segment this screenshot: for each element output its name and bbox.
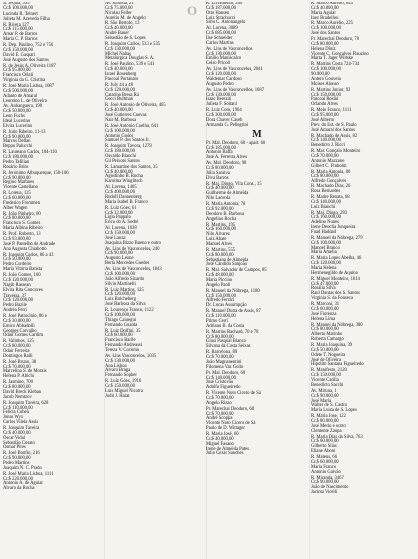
- property-listing: Pr. Mal. Deodoro, 60 Cr.$ 140.000,00 José Cristovão Adolfo Figueiredo: [206, 370, 246, 391]
- property-listing: R. Maria Lopes Abelha, 46 Cr.$ 120.000,00 Maria Helena Hermenegildo de Aquino: [311, 256, 362, 276]
- property-listing: R. Prof. Roberto, 13 Cr.$ 93.000,00 José P. Pantelho de Andrade Ana Augusta Chiabotto: [3, 232, 56, 252]
- property-listing: R. Miguel Monteiro, 1014 Cr.$ 47.000,00 Rosália Silva Raul Dantas dos S. Santos Virginia S. da Fonseca: [311, 276, 360, 302]
- property-listing: R. Marconi, 31 Cr.$ 60.000,00 José Fiorenza Helena Lima: [311, 302, 340, 322]
- section-letter-header: O: [186, 3, 198, 18]
- property-listing: R. Valinhos, 125 Cr.$ 80.000,00 Odair Ferreira Domingos Ralli: [3, 339, 34, 359]
- property-listing: R. Joaquim Tavora, 1279 Cr.$ 180.000,00 Osvaldo Bianchi Gil Peixoto Santos: [105, 144, 152, 164]
- property-listing: Av. Lins de Vasconcellos, 1687 Cr.$ 130.000,00 Isaac Berezin Julieta F. Soltani: [206, 87, 265, 108]
- property-listing: R. Manifesto, 2120 Cr.$ 150.000,00 Vicente Catilla Benedicto Sacchi: [311, 368, 347, 388]
- property-listing: R. Julio Ribeiro, 11-13 Cr.$ 90.000,00 Marcos Dellan Beppo Palucchi: [3, 129, 46, 150]
- property-listing: Av. Anhanguera, 190 Cr.$ 50.000,00 Leon Fuchs Ideal Lucerino Elvira Lucerino: [3, 104, 43, 129]
- property-listing: Al. Lorena, 1405 Cr.$ 400.000,00 Rudolf Dannenberg Maria Isabel B. Franco: [105, 185, 148, 205]
- property-listing: R. Livramento, 200 Cr.$ 187.000,00 Otto Hansen Luiz Strachucci Sirio C. Antonangelo: [206, 2, 246, 26]
- property-listing: R. Martins, 555 Cr.$ 80.000,00 Sebastiana de Almeida José Cândido Sanjoão: [206, 247, 249, 268]
- property-listing: R. Mar. Gonçalo Monteiro Cr.$ 70.000,00 Antonio Mazzone Gilbert C. Finholm: [311, 149, 361, 169]
- property-listing: R. Marco Aurélio, 645 Cr.$ 40.000,00 Maria Aguiar Inez Bradellou: [311, 2, 353, 21]
- property-listing: Av. Lins de Vasconcelos, 2041 Cr.$ 120.000,00 Waldemar Cardoso Augusto Pedro: [206, 67, 263, 87]
- property-listing: R. São Bertolo, 13 Cr.$ 40.000,00 André Bauer Sebastião de S. Lopes: [105, 21, 146, 41]
- property-listing: R. Vicente Noto Cicero de Sá Cr.$ 70.000,00 Angelo Rizzo: [206, 391, 261, 406]
- property-listing: R. Laureano Carlos, 104-110 Cr.$ 180.000,00 Pedro Tafilian Rosário Brito: [3, 150, 57, 170]
- property-listing: R. Lamartine dos Santos, 35 Cr.$ 40.000,00 Agostinho B. Rocha Karolina Winglitsch: [105, 164, 158, 185]
- property-listing: R. Dep. Paulino, 752 e 756 Cr.$ 150.000,00 David E. Gaspari José Augusto dos Santos: [3, 43, 54, 63]
- property-listing: Pr. Marechal Deodoro, 60 Cr.$ 70.000,00 André Scoppa Vicente Noto Cicero de Sá Paulo de D. Wittager: [206, 406, 256, 432]
- property-listing: Av. Miruna, 1 Cr.$ 90.000,00 José Maria Walter de S. Castro Maria Luiza de S. Lopes: [311, 388, 357, 414]
- property-listing: R. Martins Bachard, 70 e 78 Cr.$ 80.000,00 Giusi Pasqual Bianco Silvana da Costa Seixas: [206, 329, 259, 350]
- property-listing: R. Maj. Diogo, Vila Cons., 15 Cr.$ 40.000,00 Guilherme de Almeida Nilo Lacerda: [206, 181, 262, 202]
- property-listing: R. José Bonfin, 216 Cr.$ 90.000,00 Pedro Martins Joaquim N. C. Prado: [3, 451, 42, 471]
- property-listing: R. Mateus, 66 Cr.$ 60.000,00 Maria Franco Antonio Gaivão: [311, 455, 341, 475]
- property-listing: R. Martins Junior, 93 Cr.$ 150.000,00 Pascoal Rosini Orlando Alves: [311, 87, 351, 108]
- property-listing: R. Martins, 195 Cr.$ 160.000,00 Nilo Alvarez Luiz Abate Manuel Alves: [206, 222, 236, 247]
- property-listing: Av. Lins Vasconcelos, 1035 Cr.$ 130.000,00 Ana Lisboa Alvaro Braga Fernando Sopher: [105, 353, 157, 379]
- listing-column-1: [3, 2, 103, 559]
- property-listing: Al. Lorena, 3089 Cr.$ 685.000,00 Ilse Schneider Carlos Martins: [206, 26, 238, 46]
- property-listing: R. Maria José, 60 Cr.$ 40.000,00 Miguel Fasano Irene de Almeida Pates Julio Cezar Sanches: [206, 432, 249, 457]
- property-listing: R. Joaquim Taveira, 628 Cr.$ 110.000,00 Felicia Cohen Jonas Wyx Carlos Vilela Assis: [3, 400, 49, 426]
- listing-column-4: [311, 2, 416, 559]
- listing-column-3: [206, 2, 308, 559]
- property-listing: R. Luiz Martins, 125 Cr.$ 120.000,00 Luiz Bolcheberg José Barbosa da Silva: [105, 287, 146, 308]
- property-listing: R. July 44 a 48 Cr.$ 120.000,00 Catarina Bresa Rá Gecci Bultman: [105, 82, 139, 103]
- property-listing: R. José Paulino, 539 e 541 Cr.$ 40.000,00 Israel Rosenberg Pascoal Portanaro: [105, 62, 155, 82]
- property-listing: R. Maria Joaquina, 39 Cr.$ 50.000,00 Odete T. Nogueira José de Oliveira Hipolito Santana Figueiredo: [311, 343, 364, 368]
- property-listing: R. Marco Aurelio, 225 Cr.$ 100.000,00 José dos Santos: [311, 21, 353, 37]
- property-listing: R. João Gomes, 160 Cr.$ 120.000,00 Nagib Rassean Elvira Rita Goncaves: [3, 273, 43, 293]
- property-listing: R. José Maria Lisboa, 1111 Cr.$ 220.000,00 Antonio A. de Aguiar Alvaro da Rocha: [3, 471, 54, 492]
- column-divider: [309, 0, 310, 559]
- property-listing: R. Maria Jose, 122 Cr.$ 80.000,00 José Merlo e outro Clemente Zaupa: [311, 414, 346, 434]
- property-listing: R. José Bruno, 38 Cr.$ 70.000,00 Marcelina S. de Morais Helena P. Abichi: [3, 359, 47, 380]
- property-listing: R. Luiz Góes, 61 Cr.$ 33.000,00 Ligia Pappalo Erico do A. Sodré: [105, 205, 139, 226]
- property-listing: R. José Maria Lisboa, 1087 Cr.$ 500.000,00 Adanto de Amaral Leontino L. de Oliveira: [3, 83, 55, 104]
- property-listing: R. Maria Dias da Silva, 763 Cr.$ 60.000,00 Gilberto Silas Eliane Aboni: [311, 434, 363, 455]
- property-listing: R. Madre Renata, 68 Cr.$ 140.000,00 Luiz Bianchi: [311, 194, 350, 210]
- property-listing: R. Lourenço Franco, 1122 Cr.$ 100.000,00 Thiago Caiuegui Fernando Guarda: [105, 308, 154, 328]
- property-listing: R. Manuel da Nóbrega, 380 Cr.$ 80.000,00 Alberto Marinho Roberta Camargo: [311, 322, 363, 343]
- property-listing: R. de Jesús A. Oliveira 1187 Cr.$ 95.000,00 Francisco Orlali Virginia da G. Cristina: [3, 63, 56, 84]
- property-listing: Av. Juruena, 21 Cr.$ 75.000,00 Nicolau Feller Aurelio M. de Angelo: [105, 2, 146, 21]
- property-listing: R. João Pinheiro, 80 Cr.$ 80.000,00 Francisco S. Gomes Maria Albina Ribeiro: [3, 211, 43, 232]
- property-listing: Pr. Mal. Deodoro, 60 - apart. 60 Cr.$ 185.000,00 Antonio Baffa José A. Ferreira Alves: [206, 140, 266, 161]
- section-letter: M: [252, 128, 262, 140]
- property-listing: R. José Antonio de Oliveira, 465 Cr.$ 40.000,00 José Gutierrez Cuevas Nair M. Barbosa: [105, 103, 166, 123]
- property-listing: R. Luiz Góes, 1916 Cr.$ 150.000,00 Luis Miguel Nicotra Judit J. Haiat: [105, 379, 143, 399]
- property-listing: R. Luiz Coto, 1964 Cr.$ 300.000,00 Dora Chaver Caseb Armanda G. Pellegrini: [206, 108, 249, 128]
- property-listing: Av. Lins de Vasconcellos Cr.$ 130.000,00 Emílio Maniscalco Celso Pricoli: [206, 46, 253, 67]
- property-listing: R. Barcelona, 89 Cr.$ 70.000,00 João Magnanentini Filomena Vaz Gollo: [206, 350, 244, 370]
- property-listing: R. Manuel Dutra de Assis, 87 Cr.$ 110.000,00 Primo Cerri Adriano B. da Costa: [206, 309, 261, 329]
- property-listing: R. Joaquim Taveira Cr.$ 40.000,00 Oscar Vidal Sebastião Cosato Osmar Pires: [3, 426, 40, 451]
- property-listing: Pr. Marechal Deodoro, 70 Cr.$ 80.000,00 Helena Diniz Vicente C. Gonçalves Flauzino Marta T. Jager Wiltske: [311, 37, 369, 62]
- property-listing: R. Lorena, 125 Cr.$ 60.000,00 Frederico Frommen Alber Wagen: [3, 191, 41, 211]
- property-listing: R. Jasmino, 700 Cr.$ 80.000,00 David Breck Kleban Jacob Nemtzov: [3, 380, 42, 400]
- property-listing: Al. Lorena, 1038 Cr.$ 150.000,00 José Lanza Joaquina Bizzo Bueno e outro: [105, 226, 161, 246]
- property-listing: R. Joaquim Carlos, 86 a 43 Cr.$ 50.000,00 Pedro Cordeiro Maria Vitória Batista: [3, 252, 54, 273]
- property-listing: R. Manuel da Nóbrega, 1180 Cr.$ 150.000,00 Alfredo Ferrari Dr. Lucas Assumpção: [206, 288, 260, 309]
- property-listing: R. Rivera 127 Cr.$ 115.000,00 Arnar P. de Barros Maria C. P. Barros: [3, 22, 38, 43]
- property-listing: Av. Lins de Vasconcelos, 240 Cr.$ 90.000,00 Augusto Leone Berta Mercedes Guedes: [105, 246, 160, 267]
- property-listing: Av. Lins de Vasconcelos, 1843 Cr.$ 100.000,00 João Alfredo Sizardo Silvio Martinelli: [105, 267, 162, 287]
- property-listing: R. José Patrocinio, 86 e Cr.$ 30.000,00 Emico Abbadolli Georges Carvalho Odair Gomes Cardim: [3, 313, 47, 339]
- property-listing: R. Miranda, 3467 Cr.$ 90.000,00 João de Nascimento Jacinta Vicelli: [311, 475, 349, 496]
- property-listing: R. Mal. Salvador de Campos, 85 Cr.$ 48.000,00 Maria Piccino Angelo Paoli: [206, 268, 267, 288]
- property-listing: Av. Mal. Deodoro, 98 Cr.$ 80.000,00 Júlia Saraiva Diva Barros: [206, 161, 247, 181]
- property-listing: R. Luiz Dolfini, 35 Cr.$ 60.000,00 Francisco Barile Fernando Andreassi Tereza V. Cocomo: [105, 328, 143, 353]
- property-listing: R. Jeronimo Albuquerque, 158-106 Cr.$ 90.000,00 Regino Martines Vicente Castellano: [3, 170, 69, 191]
- property-listing: R. José Antonio Coelho, 641 Cr.$ 100.000,00 Antonio Godoi Samuel P. dos Santos Jr.: [105, 123, 159, 144]
- property-listing: Lucinda R. Teinert Julieta M. Azevedo Filha: [3, 11, 50, 22]
- property-listing: R. Machado de Assis, 82 Cr.$ 140.000,00 Benedicto J. Ricci: [311, 133, 358, 149]
- property-listing: R. Maj. Diogo, 283 Cr.$ 160.000,00 Adelino Nunes Irene Deoclia Junqueira Fuad Haddad: [311, 210, 356, 235]
- property-listing: Jt. Jequiá, 535 Cr.$ 100.000,00: [3, 2, 33, 11]
- property-listing: R. Maria Antonia, 80 Cr.$ 80.000,00 Alfredo Gonçalves R. Machado Dias, 26 Rosa Bernardes: [311, 169, 351, 194]
- listing-column-2: [105, 2, 207, 559]
- property-listing: Travessa, 37 Cr.$ 120.000,00 Pedro Bazile Andréa Ferri: [3, 293, 33, 314]
- property-listing: R. Manoel da Nóbrega, 279 Cr.$ 100.000,00 Manoel Branco Maria Amelia: [311, 235, 363, 256]
- property-listing: R. Joaquim Carlos, 533 e 535 Cr.$ 130.000,00 Michel Nahas Metalurgica Douglas S. A.: [105, 41, 161, 62]
- property-listing: R. Maria Antonia, 78 Cr.$ 92.000,00 Deodoro B. Barbosa Angelino Rocha: [206, 202, 246, 222]
- property-listing: R. Melo Franco, 1111 Cr.$ 95.000,00 José Alberto Prev. do Est. de S. Paulo José Amaral dos Santos: [311, 108, 357, 133]
- property-listing: R. Martins Costa 724-734 Cr.$ 100.000,00 90.000,00 Antero Gouveia Moises Alonso: [311, 62, 360, 87]
